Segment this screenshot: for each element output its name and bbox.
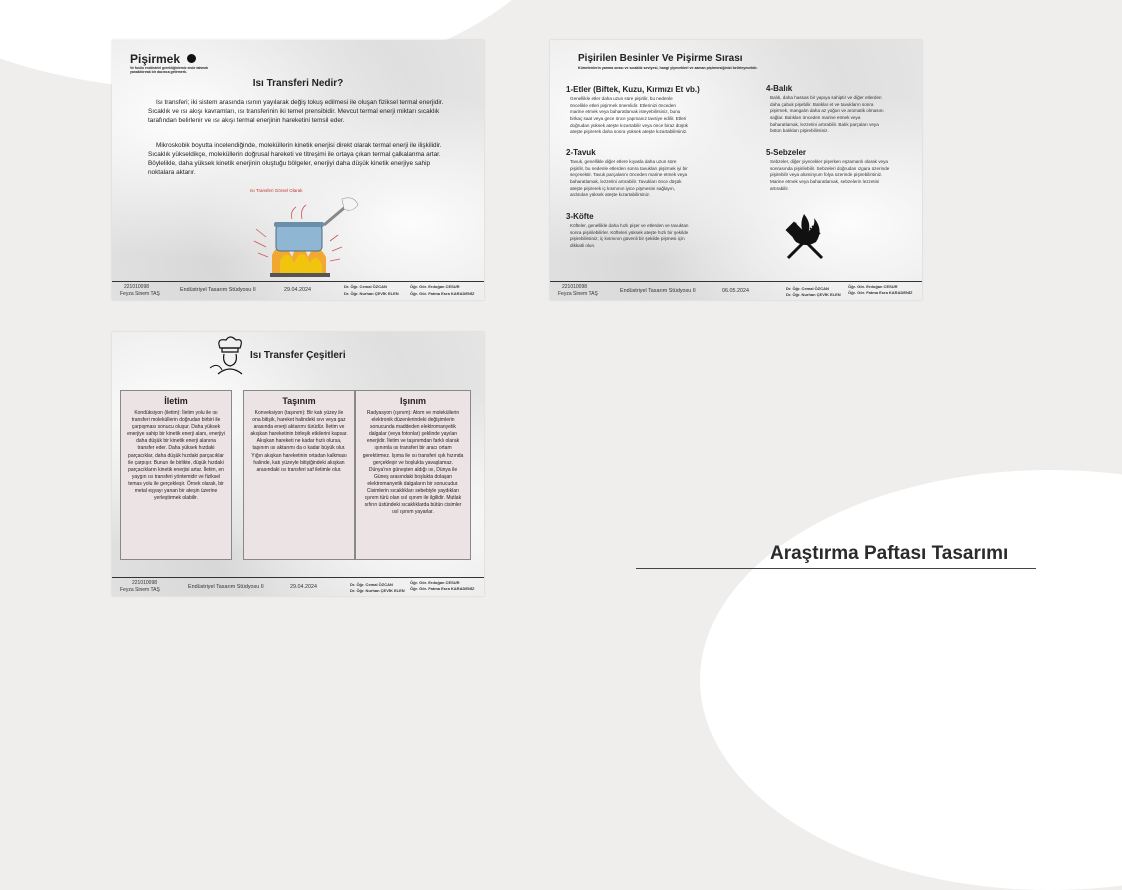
convection-box — [243, 390, 355, 560]
poster-date: 06.05.2024 — [722, 288, 749, 294]
course-name: Endüstriyel Tasarım Stüdyosu II — [188, 584, 264, 590]
student-name: Feyza Sinem TAŞ — [558, 291, 598, 297]
student-id: 221010098 — [124, 284, 150, 290]
logo-subtitle: Ve fosilu endüstriel gerekliğiniemiz ende tahmek yanaklılırırak bir dacınca getirmerk. — [130, 66, 209, 75]
poster-heat-transfer-definition — [112, 40, 484, 300]
instructor-3: Öğr. Gör. Erdoğan CESUR — [410, 580, 460, 585]
section-4-title: 4-Balık — [766, 84, 793, 93]
logo-text: Pişirmek — [130, 52, 181, 66]
student-name: Feyza Sinem TAŞ — [120, 291, 160, 297]
poster-subtitle: Kümelenlerin yanma sırası ve sıcaklık seviyesi, hangi yiyecekleri ve zaman pişirmesiğinizi belirleyecektir. — [578, 66, 758, 70]
radiation-title: Işınım — [399, 396, 426, 406]
poster-date: 29.04.2024 — [284, 287, 311, 293]
section-1-title: 1-Etler (Biftek, Kuzu, Kırmızı Et vb.) — [566, 85, 700, 94]
conduction-title: İletim — [164, 396, 188, 406]
paragraph-2: Mikroskobik boyutta incelendiğinde, moleküllerin kinetik enerjisi direkt olarak termal enerji ile ilişkilidir. Sıcaklık yükseldikçe, moleküllerin doğrusal hareketi ve titreşimi ile ortaya çıkan termal çalkalanma artar. Böylelikle, daha yüksek kinetik enerjinin oluştuğu bölgeler, enerjiyi daha düşük kinetik enerjiye sahip noktalara aktarır. — [148, 142, 442, 177]
paragraph-1: Isı transferi; iki sistem arasında ısının yayılarak değiş tokuş edilmesi ile oluşan fiziksel termal enerjidir. Sıcaklık ve ısı akışı kavramları, ısı transferinin iki temel prensibidir. Mevcut termal enerji miktarı sıcaklık tarafından belirlenir ve ısı akışı termal enerjinin hareketini temsil eder. — [148, 99, 444, 125]
pot-icon — [187, 54, 196, 63]
instructor-3: Öğr. Gör. Erdoğan CESUR — [848, 284, 898, 289]
poster-cooked-foods-order — [550, 40, 922, 300]
title-underline — [636, 568, 1036, 569]
course-name: Endüstriyel Tasarım Stüdyosu II — [180, 287, 256, 293]
chef-icon — [208, 334, 252, 380]
student-id: 221010098 — [562, 284, 588, 290]
instructor-4: Öğr. Gör. Fatma Esra KARADENİZ — [848, 290, 913, 295]
radiation-box — [355, 390, 471, 560]
section-2-title: 2-Tavuk — [566, 148, 596, 157]
poster-title: Isı Transfer Çeşitleri — [250, 350, 346, 361]
section-3-title: 3-Köfte — [566, 212, 594, 221]
instructor-2: Dr. Öğr. Nurhan ÇEVİK ELEN — [350, 588, 405, 593]
heat-transfer-illustration — [242, 195, 362, 283]
student-id: 221010098 — [132, 580, 158, 586]
section-3-text: Köfteler, genellikle daha hızlı pişer ve etlerden ve tavuktan sonra pişirilebilirler. Köfteleri yüksek ateşte hızlı bir şekilde pişirebilirsiniz; iç kısmının güvenli bir şekilde pişmesi için dikkatli olun. — [570, 223, 689, 248]
instructor-2: Dr. Öğr. Nurhan ÇEVİK ELEN — [344, 291, 399, 296]
image-caption: Isı Transferi Görsel Olarak — [250, 188, 303, 193]
conduction-text: Kondüksiyon (iletim): İletim yolu ile ısı transferi moleküllerin doğrudan birbiri ile çarpışması sonucu oluşur. Daha yüksek enerjiye sahip bir kinetik enerji alanı, enerjiyi daha düşük bir kinetik enerji alanına transfer eder. Daha yüksek hızdaki parçacıklar, daha düşük hızdaki parçacıklar ile çarpışır. Bunun ile birlikte, düşük hızdaki parçacıkların kinetik enerjisi artar. İletim, en yaygın ısı transferi yöntemidir ve fiziksel temas yolu ile gerçekleşir. Örnek olarak, bir metal eşyayı yanan bir ateşin üzerine yerleştirmek olabilir. — [127, 410, 225, 502]
instructor-1: Dr. Öğr. Cemal ÖZCAN — [350, 582, 393, 587]
instructor-1: Dr. Öğr. Cemal ÖZCAN — [344, 284, 387, 289]
poster-footer — [550, 281, 922, 300]
poster-date: 29.04.2024 — [290, 584, 317, 590]
radiation-text: Radyasyon (ışınım): Atom ve moleküllerin elektronik düzenlerindeki değişimlerin sonucunda maddeden elektromanyetik dalgalar (veya fotonlar) şeklinde yayılan enerjidir. İletim ve taşınımdan farklı olarak ışınımla ısı transferi bir aracı ortam gerektirmez. Işıma ile ısı transferi ışık hızında gerçekleşir ve boşlukta yavaşlamaz. Dünya'nın güneşten aldığı ısı, Dünya ile Güneş arasındaki boşlukta dolaşan elektromanyetik dalgaların bir sonucudur. Cisimlerin sıcaklıkları sebebiyle yaydıkları ışınım türü olan ısıl ışınım ile ilgilidir. Mutlak sıfırın üstündeki sıcaklıklarda bütün cisimler ısıl ışınım yayarlar. — [362, 410, 464, 516]
poster-heat-transfer-types — [112, 332, 484, 596]
page-title: Araştırma Paftası Tasarımı — [770, 543, 1009, 564]
convection-text: Konveksiyon (taşınım): Bir katı yüzey ile ona bitişik, hareket halindeki sıvı veya gaz arasında enerji aktarımı türüdür. İletim ve akışkan hareketinin birleşik etkilerini kapsar. Akışkan hareketi ne kadar hızlı olursa, taşınım ısı aktarımı da o kadar büyük olur. Yığın akışkan hareketinin ortadan kalkması halinde, katı yüzeyle bitişiğindeki akışkan arasındaki ısı transferi saf iletimle olur. — [250, 410, 348, 473]
instructor-1: Dr. Öğr. Cemal ÖZCAN — [786, 286, 829, 291]
poster-footer — [112, 281, 484, 300]
convection-title: Taşınım — [282, 396, 316, 406]
section-5-text: Sebzeler, diğer yiyecekler pişerken eşzamanlı olarak veya sonrasında pişirilebilir. Sebzeleri doğrudan ızgara üzerinde pişirebilir veya alüminyum folya üzerinde pişirebilirsiniz. Marine etmek veya baharatlamak, sebzelerin lezzetini artırabilir. — [770, 159, 890, 191]
poster-footer — [112, 577, 484, 596]
section-4-text: Balık, daha hassas bir yapıya sahiptir ve diğer etlerden daha çabuk pişebilir. Balıklar et ve tavukların sonra pişirmek, mangalın daha az yoğun ve aromatik olmasını sağlar. Balıkları önceden marine etmek veya baharatlamak, lezzetini artırabilir. Balık parçaları veya bütün balıkları pişirebilirsiniz. — [770, 95, 884, 134]
poster-title: Isı Transferi Nedir? — [252, 78, 344, 89]
student-name: Feyza Sinem TAŞ — [120, 587, 160, 593]
poster-title: Pişirilen Besinler Ve Pişirme Sırası — [578, 53, 743, 64]
section-1-text: Genellikle etler daha uzun süre pişirilir, bu nedenle öncelikle etleri pişirmek önemlidir. Etlerinizi önceden marine etmek veya baharatlamak isteyebilirsiniz, bunu birkaç saat veya gece önce yapmanız tavsiye edilir. Etleri doğrudan yüksek ateşte kızartabilir veya önce biraz düşük ateşte pişirerek daha sonra yüksek ateşte kızartabilirsiniz. — [570, 96, 688, 135]
background-blob-bottom-right — [700, 470, 1122, 890]
grill-tools-icon — [782, 212, 828, 262]
course-name: Endüstriyel Tasarım Stüdyosu II — [620, 288, 696, 294]
section-2-text: Tavuk, genellikle diğer etlere kıyasla daha uzun süre pişirilir, bu nedenle etlerden sonra tavukları pişirmek iyi bir seçenektir. Tavuk parçalarını önceden marine etmek veya baharatlamak, lezzetini artırabilir. Tavukları önce düşük ateşte pişirerek iç kısmının iyice pişmesini sağlayın, ardından yüksek ateşte kızartabilirsiniz. — [570, 159, 688, 198]
section-5-title: 5-Sebzeler — [766, 148, 807, 157]
instructor-4: Öğr. Gör. Fatma Esra KARADENİZ — [410, 586, 475, 591]
instructor-3: Öğr. Gör. Erdoğan CESUR — [410, 284, 460, 289]
instructor-4: Öğr. Gör. Fatma Esra KARADENİZ — [410, 291, 475, 296]
instructor-2: Dr. Öğr. Nurhan ÇEVİK ELEN — [786, 292, 841, 297]
conduction-box — [120, 390, 232, 560]
